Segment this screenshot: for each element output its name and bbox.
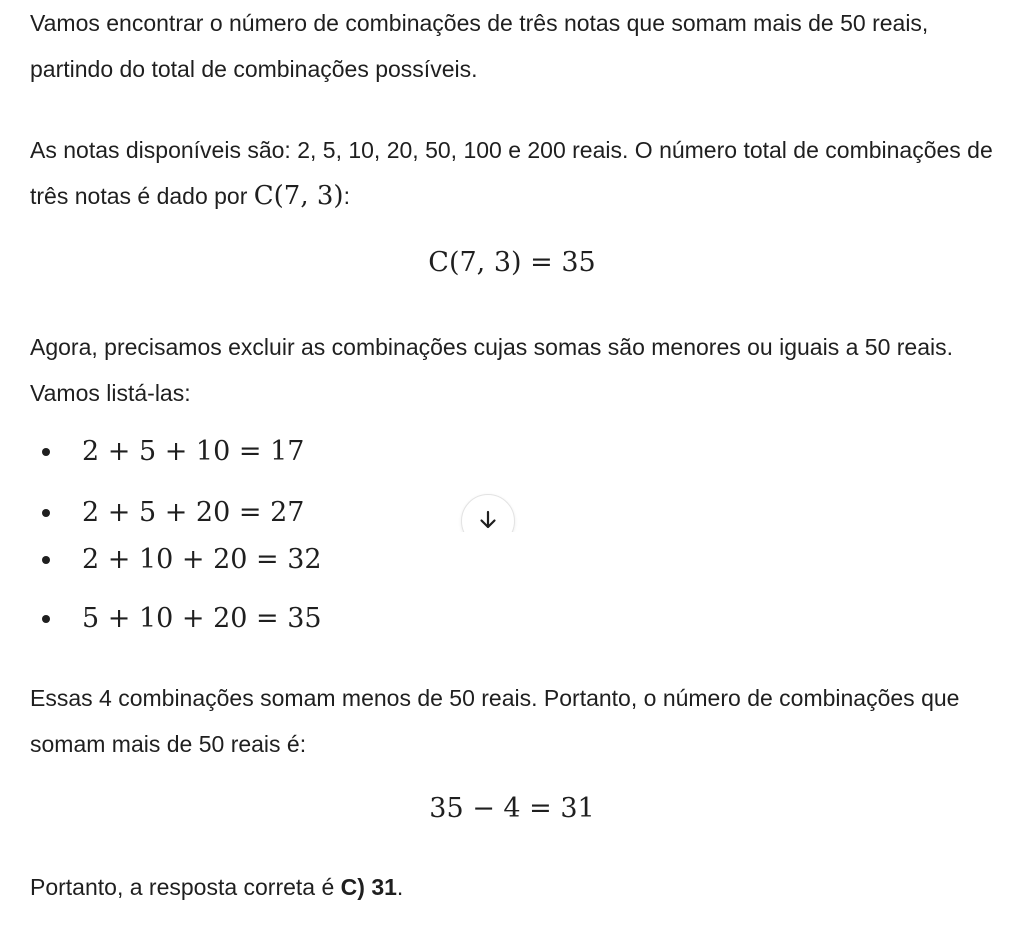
bullet-icon: [42, 448, 50, 456]
summary-paragraph: Essas 4 combinações somam menos de 50 reais. Portanto, o número de combinações que somam mais de 50 reais é:: [30, 685, 960, 757]
intro-paragraph: Vamos encontrar o número de combinações de três notas que somam mais de 50 reais, partindo do total de combinações possíveis.: [30, 10, 929, 82]
list-item-equation: 2 + 10 + 20 = 32: [82, 544, 322, 575]
list-item-equation: 2 + 5 + 20 = 27: [82, 497, 305, 528]
conclusion-suffix: .: [396, 874, 404, 900]
exclude-paragraph: Agora, precisamos excluir as combinações cujas somas são menores ou iguais a 50 reais. Vamos listá-las:: [30, 334, 953, 406]
conclusion-prefix: Portanto, a resposta correta é: [30, 874, 341, 900]
inline-math-combination: C(7, 3): [253, 181, 344, 211]
bullet-icon: [42, 615, 50, 623]
notes-end: :: [343, 183, 350, 209]
equation-result: 35 − 4 = 31: [429, 793, 595, 824]
scroll-to-bottom-button[interactable]: [461, 494, 515, 532]
notes-paragraph: [30, 127, 1015, 219]
list-item-equation: 5 + 10 + 20 = 35: [82, 603, 322, 634]
answer-highlight: C) 31: [340, 874, 397, 900]
bullet-icon: [42, 556, 50, 564]
notes-text: As notas disponíveis são: 2, 5, 10, 20, 50, 100 e 200 reais. O número total de combinações de três notas é dado por: [30, 137, 993, 209]
scroll-to-bottom-container: [455, 490, 519, 532]
equation-total: C(7, 3) = 35: [428, 247, 596, 278]
bullet-icon: [42, 509, 50, 517]
conclusion-paragraph: [30, 864, 403, 910]
list-item-equation: 2 + 5 + 10 = 17: [82, 436, 305, 467]
arrow-down-icon: [476, 508, 500, 532]
